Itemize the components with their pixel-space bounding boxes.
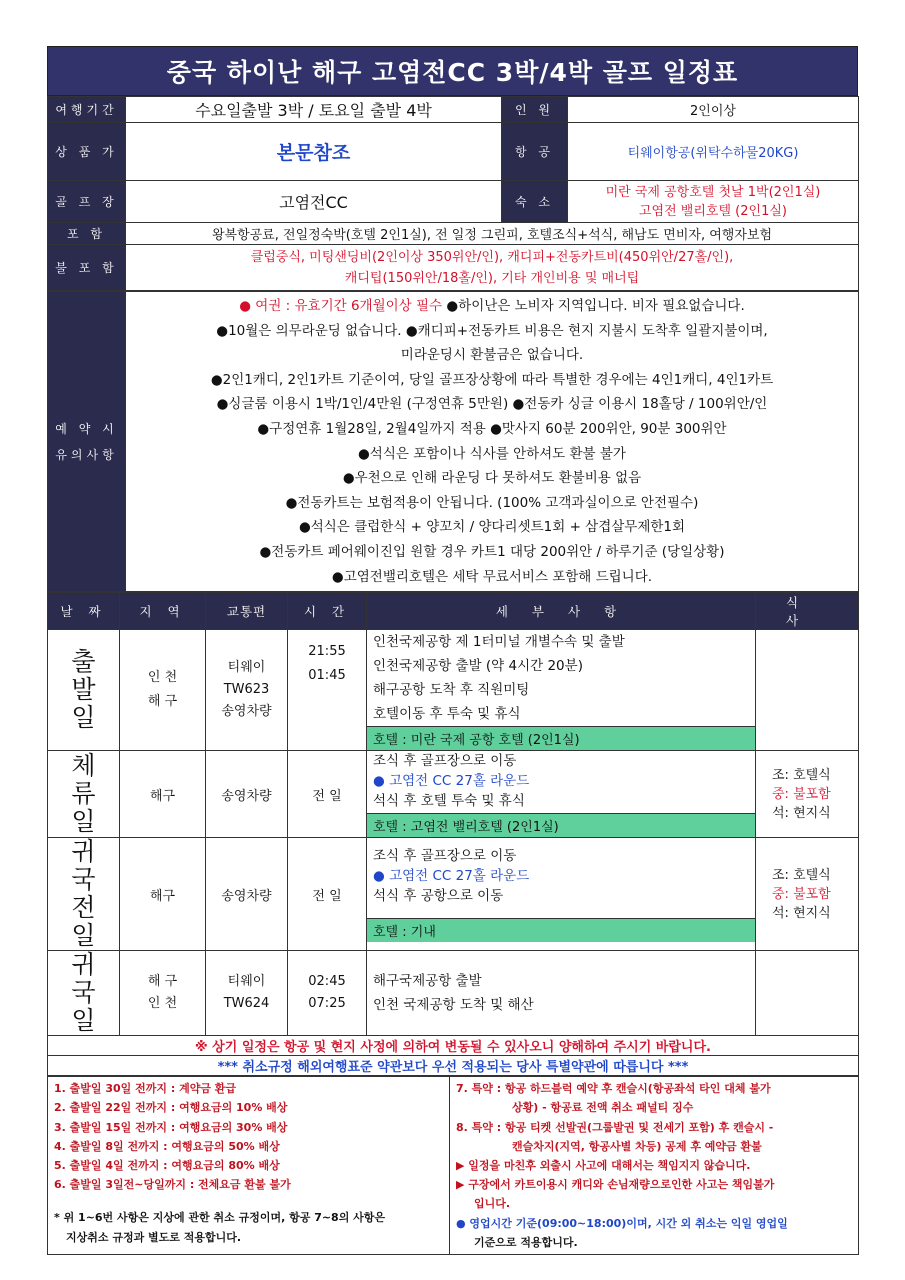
note-line: ●싱글룸 이용시 1박/1인/4만원 (구정연휴 5만원) ●전동카 싱글 이용시 18홀당 / 100위안/인 bbox=[216, 396, 768, 413]
day-pre-return: 귀 국 전 일 bbox=[48, 838, 120, 951]
meal-breakfast: 조: 호텔식 bbox=[772, 867, 831, 883]
notes-body bbox=[126, 292, 859, 592]
note-line: ●석식은 포함이나 식사를 안하셔도 환불 불가 bbox=[358, 445, 626, 462]
detail-line: 인천국제공항 출발 (약 4시간 20분) bbox=[373, 658, 583, 675]
note-line: ●구정연휴 1월28일, 2월4일까지 적용 ●맛사지 60분 200위안, 90분 300위안 bbox=[257, 420, 727, 437]
cancel-rule: 2. 출발일 22일 전까지 : 여행요금의 10% 배상 bbox=[54, 1101, 288, 1115]
cancel-footnote-1: * 위 1~6번 사항은 지상에 관한 취소 규정이며, 항공 7~8의 사항은 bbox=[54, 1211, 386, 1225]
hotel-bar: 호텔 : 미란 국제 공항 호텔 (2인1실) bbox=[367, 726, 755, 750]
passport-note: ● 여권 : 유효기간 6개월이상 필수 bbox=[239, 298, 443, 314]
details bbox=[367, 751, 756, 838]
schedule-change-warning: ※ 상기 일정은 항공 및 현지 사정에 의하여 변동될 수 있사오니 양해하여 주시기 바랍니다. bbox=[48, 1036, 859, 1056]
day-departure: 출 발 일 bbox=[48, 630, 120, 751]
golf-value: 고염전CC bbox=[126, 181, 502, 223]
airline-label: 항 공 bbox=[502, 123, 568, 181]
page-title: 중국 하이난 해구 고염전CC 3박/4박 골프 일정표 bbox=[47, 46, 858, 96]
price-value: 본문참조 bbox=[126, 123, 502, 181]
detail-line: 조식 후 골프장으로 이동 bbox=[373, 753, 517, 770]
visa-note: ●하이난은 노비자 지역입니다. 비자 필요없습니다. bbox=[442, 298, 745, 314]
cart-note: ▶ 구장에서 카트이용시 캐디와 손님재량으로인한 사고는 책임불가 bbox=[456, 1178, 775, 1192]
golf-round: ● 고염전 CC 27홀 라운드 bbox=[373, 868, 530, 885]
cancel-policy-heading: *** 취소규정 해외여행표준 약관보다 우선 적용되는 당사 특별약관에 따릅니다 *** bbox=[48, 1056, 859, 1076]
col-region: 지 역 bbox=[120, 593, 206, 630]
meal-breakfast: 조: 호텔식 bbox=[772, 767, 831, 783]
meal-cell bbox=[756, 838, 859, 951]
people-value: 2인이상 bbox=[568, 97, 859, 123]
airline-value: 티웨이항공(위탁수하물20KG) bbox=[568, 123, 859, 181]
special-rule-7-cont: 상황) - 항공료 전액 취소 패널티 징수 bbox=[512, 1101, 694, 1115]
exclude-line-2: 캐디팁(150위안/18홀/인), 기타 개인비용 및 매너팁 bbox=[344, 270, 640, 286]
detail-line: 인천 국제공항 도착 및 해산 bbox=[373, 997, 534, 1014]
price-label: 상 품 가 bbox=[48, 123, 126, 181]
meal-lunch: 중: 불포함 bbox=[772, 786, 831, 802]
cancel-policy-table bbox=[47, 1076, 859, 1255]
meal-dinner: 석: 현지식 bbox=[772, 905, 831, 921]
region: 해구 bbox=[120, 838, 206, 951]
transport: 송영차량 bbox=[206, 751, 288, 838]
meal-lunch: 중: 불포함 bbox=[772, 886, 831, 902]
transport: 티웨이 TW623 송영차량 bbox=[206, 630, 288, 751]
people-label: 인 원 bbox=[502, 97, 568, 123]
col-time: 시 간 bbox=[288, 593, 367, 630]
note-line: ●전동카트 페어웨이진입 원할 경우 카트1 대당 200위안 / 하루기준 (당일상황) bbox=[259, 543, 725, 560]
note-line: ●전동카트는 보험적용이 안됩니다. (100% 고객과실이으로 안전필수) bbox=[285, 494, 699, 511]
col-date: 날 짜 bbox=[48, 593, 120, 630]
exclude-value bbox=[126, 245, 859, 291]
info-table bbox=[47, 96, 859, 291]
golf-label: 골 프 장 bbox=[48, 181, 126, 223]
details bbox=[367, 838, 756, 951]
hotel-value-1: 미란 국제 공항호텔 첫날 1박(2인1실) bbox=[605, 184, 821, 200]
note-line: 미라운딩시 환불금은 없습니다. bbox=[400, 347, 584, 364]
note-line bbox=[128, 294, 856, 319]
note-line: ●우천으로 인해 라운딩 다 못하셔도 환불비용 없음 bbox=[342, 470, 642, 487]
special-rule-7: 7. 특약 : 항공 하드블럭 예약 후 캔슬시(항공좌석 타인 대체 불가 bbox=[456, 1082, 771, 1096]
meal-cell bbox=[756, 951, 859, 1036]
col-details: 세 부 사 항 bbox=[367, 593, 756, 630]
time: 전 일 bbox=[288, 751, 367, 838]
meal-dinner: 석: 현지식 bbox=[772, 805, 831, 821]
notes-label-1: 예 약 시 bbox=[55, 421, 118, 436]
region: 해 구 인 천 bbox=[120, 951, 206, 1036]
note-line: ●고염전밸리호텔은 세탁 무료서비스 포함해 드립니다. bbox=[331, 568, 653, 585]
day-stay: 체 류 일 bbox=[48, 751, 120, 838]
detail-line: 해구국제공항 출발 bbox=[373, 973, 482, 990]
transport: 송영차량 bbox=[206, 838, 288, 951]
transport: 티웨이 TW624 bbox=[206, 951, 288, 1036]
hotel-value bbox=[568, 181, 859, 223]
exclude-line-1: 클럽중식, 미팅샌딩비(2인이상 350위안/인), 캐디피+전동카트비(450위안/27홀/인), bbox=[250, 249, 734, 265]
meal-cell bbox=[756, 630, 859, 751]
note-line: ●2인1캐디, 2인1카트 기준이여, 당일 골프장상황에 따라 특별한 경우에는 4인1캐디, 4인1카트 bbox=[210, 371, 774, 388]
cancel-rule: 6. 출발일 3일전~당일까지 : 전체요금 환불 불가 bbox=[54, 1178, 291, 1192]
detail-line: 조식 후 골프장으로 이동 bbox=[373, 848, 517, 865]
region: 해구 bbox=[120, 751, 206, 838]
hotel-value-2: 고염전 밸리호텔 (2인1실) bbox=[639, 203, 787, 219]
time: 전 일 bbox=[288, 838, 367, 951]
golf-round: ● 고염전 CC 27홀 라운드 bbox=[373, 773, 530, 790]
detail-line: 석식 후 공항으로 이동 bbox=[373, 888, 504, 905]
detail-line: 인천국제공항 제 1터미널 개별수속 및 출발 bbox=[373, 634, 625, 651]
detail-line: 호텔이동 후 투숙 및 휴식 bbox=[373, 706, 521, 723]
hotel-bar: 호텔 : 고염전 밸리호텔 (2인1실) bbox=[367, 813, 755, 837]
period-value: 수요일출발 3박 / 토요일 출발 4박 bbox=[126, 97, 502, 123]
region: 인 천 해 구 bbox=[120, 630, 206, 751]
details bbox=[367, 630, 756, 751]
note-line: ●석식은 클럽한식 + 양꼬치 / 양다리셋트1회 + 삼겹살무제한1회 bbox=[298, 519, 686, 536]
hotel-bar: 호텔 : 기내 bbox=[367, 918, 755, 942]
notes-table bbox=[47, 291, 859, 592]
day-return: 귀 국 일 bbox=[48, 951, 120, 1036]
schedule-table bbox=[47, 592, 859, 1076]
cancel-footnote-2: 지상취소 규정과 별도로 적용합니다. bbox=[66, 1230, 242, 1244]
meal-cell bbox=[756, 751, 859, 838]
cancel-left bbox=[48, 1077, 450, 1255]
notes-label bbox=[48, 292, 126, 592]
cancel-rule: 5. 출발일 4일 전까지 : 여행요금의 80% 배상 bbox=[54, 1158, 280, 1172]
details bbox=[367, 951, 756, 1036]
col-transport: 교통편 bbox=[206, 593, 288, 630]
period-label: 여행기간 bbox=[48, 97, 126, 123]
notes-label-2: 유의사항 bbox=[55, 447, 118, 462]
cancel-right bbox=[450, 1077, 859, 1255]
business-hours-note bbox=[456, 1214, 852, 1233]
cancel-rule: 4. 출발일 8일 전까지 : 여행요금의 50% 배상 bbox=[54, 1139, 280, 1153]
cancel-rule: 1. 출발일 30일 전까지 : 계약금 환급 bbox=[54, 1082, 237, 1096]
special-rule-8: 8. 특약 : 항공 티켓 선발권(그룹발권 및 전세기 포함) 후 캔슬시 - bbox=[456, 1120, 774, 1134]
time: 02:45 07:25 bbox=[288, 951, 367, 1036]
include-label: 포 함 bbox=[48, 223, 126, 245]
include-value: 왕복항공료, 전일정숙박(호텔 2인1실), 전 일정 그린피, 호텔조식+석식, 해남도 면비자, 여행자보험 bbox=[126, 223, 859, 245]
col-meal: 식 사 bbox=[756, 593, 859, 630]
exclude-label: 불 포 함 bbox=[48, 245, 126, 291]
itinerary-document bbox=[47, 46, 858, 1255]
outing-note: ▶ 일정을 마친후 외출시 사고에 대해서는 책임지지 않습니다. bbox=[456, 1158, 751, 1172]
detail-line: 석식 후 호텔 투숙 및 휴식 bbox=[373, 793, 525, 810]
time: 21:55 01:45 bbox=[288, 630, 367, 751]
special-rule-8-cont: 캔슬차지(지역, 항공사별 차등) 공제 후 예약금 환불 bbox=[512, 1139, 762, 1153]
hotel-label: 숙 소 bbox=[502, 181, 568, 223]
cancel-rule: 3. 출발일 15일 전까지 : 여행요금의 30% 배상 bbox=[54, 1120, 288, 1134]
detail-line: 해구공항 도착 후 직원미팅 bbox=[373, 682, 530, 699]
note-line: ●10월은 의무라운딩 없습니다. ●캐디피+전동카트 비용은 현지 지불시 도착후 일괄지불이며, bbox=[216, 322, 768, 339]
cart-note-cont: 입니다. bbox=[474, 1197, 511, 1211]
business-hours-cont: 기준으로 적용합니다. bbox=[474, 1235, 578, 1249]
business-hours-text: ● 영업시간 기준(09:00~18:00)이며, 시간 외 취소는 익일 영업일 bbox=[456, 1216, 788, 1230]
